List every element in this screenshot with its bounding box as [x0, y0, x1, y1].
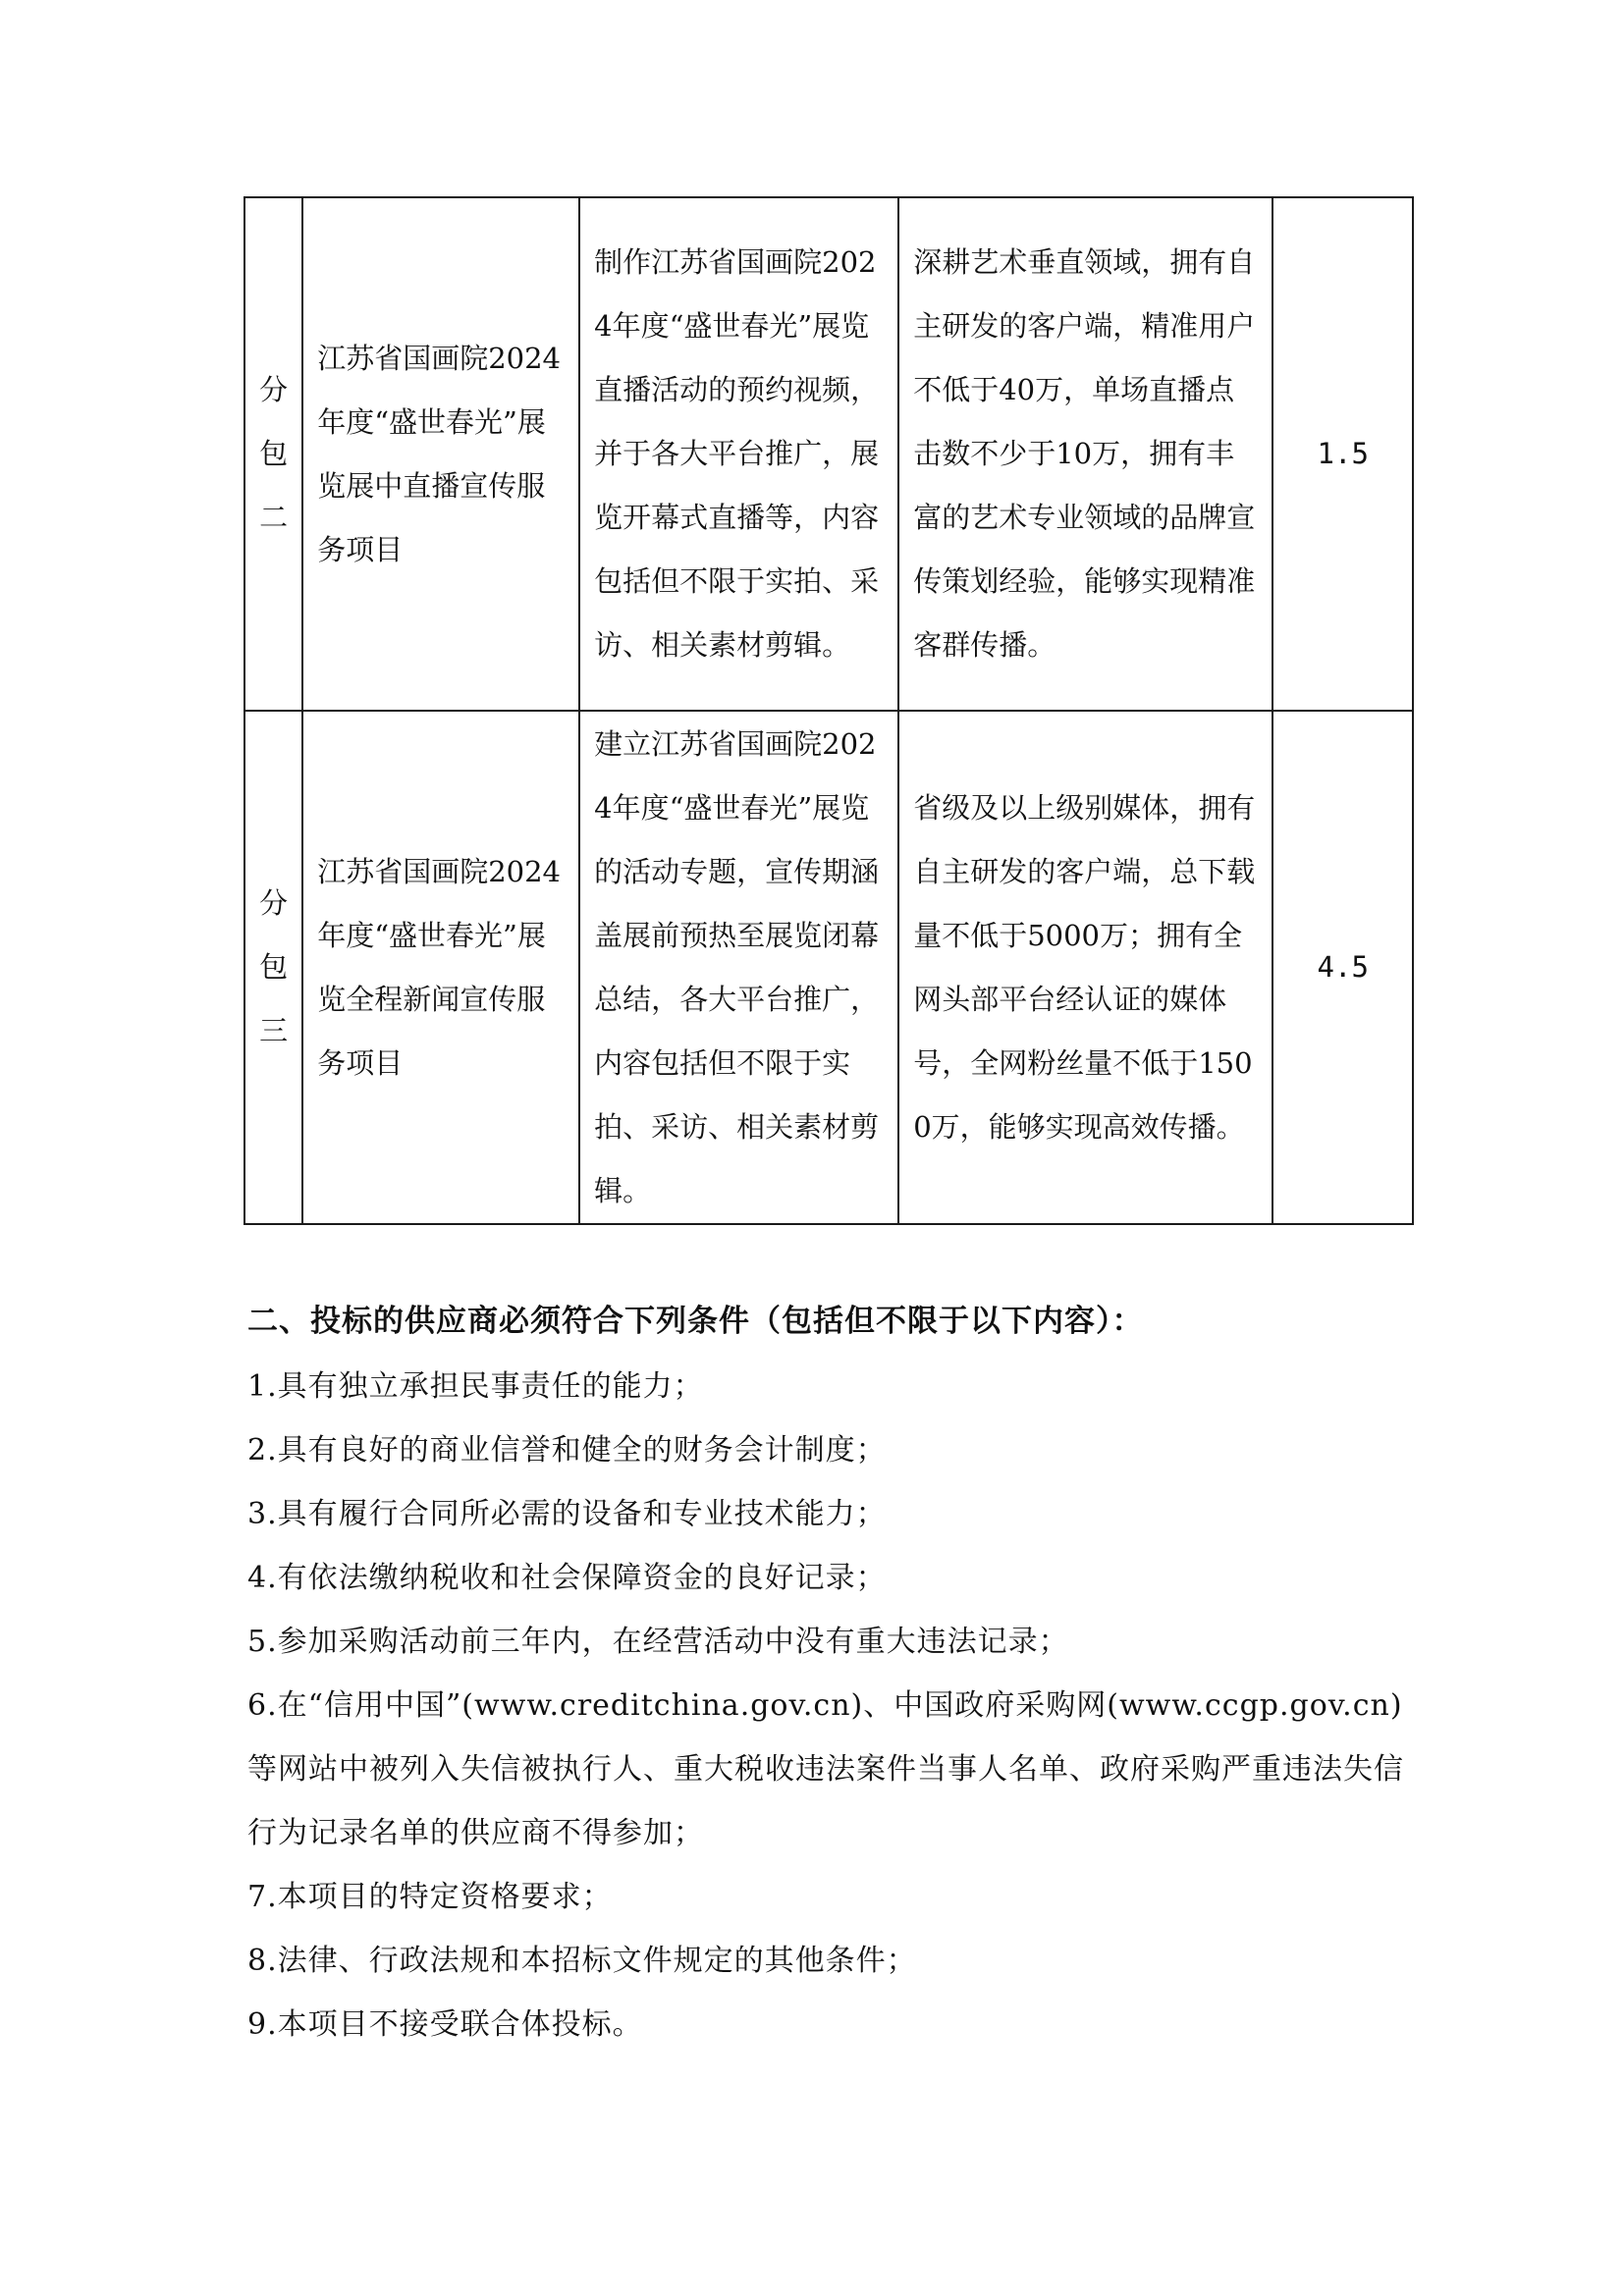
list-item: 4.有依法缴纳税收和社会保障资金的良好记录； — [247, 1561, 887, 1595]
list-item: 6.在“信用中国”(www.creditchina.gov.cn)、中国政府采购网(www.ccgp.gov.cn)等网站中被列入失信被执行人、重大税收违法案件当事人名单、政府采购严重违法失信行为记录名单的供应商不得参加； — [247, 1688, 1404, 1850]
package-label: 分包二 — [259, 373, 289, 534]
list-item: 5.参加采购活动前三年内，在经营活动中没有重大违法记录； — [247, 1625, 1069, 1659]
requirement-cell: 省级及以上级别媒体，拥有自主研发的客户端，总下载量不低于5000万；拥有全网头部平台经认证的媒体号，全网粉丝量不低于1500万，能够实现高效传播。 — [898, 711, 1272, 1224]
package-label-cell — [244, 711, 302, 1224]
project-content-cell: 制作江苏省国画院2024年度“盛世春光”展览直播活动的预约视频，并于各大平台推广，展览开幕式直播等，内容包括但不限于实拍、采访、相关素材剪辑。 — [579, 197, 898, 711]
project-name-cell: 江苏省国画院2024年度“盛世春光”展览展中直播宣传服务项目 — [302, 197, 579, 711]
amount-cell: 4.5 — [1272, 711, 1413, 1224]
amount-cell: 1.5 — [1272, 197, 1413, 711]
package-label: 分包三 — [259, 886, 289, 1047]
section-heading: 二、投标的供应商必须符合下列条件（包括但不限于以下内容）： — [247, 1304, 1144, 1339]
list-item: 1.具有独立承担民事责任的能力； — [247, 1369, 704, 1404]
list-item: 9.本项目不接受联合体投标。 — [247, 2007, 643, 2042]
list-item: 2.具有良好的商业信誉和健全的财务会计制度； — [247, 1433, 887, 1468]
list-item: 3.具有履行合同所必需的设备和专业技术能力； — [247, 1497, 887, 1531]
conditions-list — [247, 1355, 1416, 2056]
package-table — [244, 196, 1414, 1225]
package-label-cell — [244, 197, 302, 711]
project-name-cell: 江苏省国画院2024年度“盛世春光”展览全程新闻宣传服务项目 — [302, 711, 579, 1224]
list-item: 8.法律、行政法规和本招标文件规定的其他条件； — [247, 1944, 917, 1978]
list-item: 7.本项目的特定资格要求； — [247, 1880, 613, 1914]
project-content-cell: 建立江苏省国画院2024年度“盛世春光”展览的活动专题，宣传期涵盖展前预热至展览闭幕总结，各大平台推广，内容包括但不限于实拍、采访、相关素材剪辑。 — [579, 711, 898, 1224]
table-row — [244, 197, 1413, 711]
table-row — [244, 711, 1413, 1224]
requirement-cell: 深耕艺术垂直领域，拥有自主研发的客户端，精准用户不低于40万，单场直播点击数不少于10万，拥有丰富的艺术专业领域的品牌宣传策划经验，能够实现精准客群传播。 — [898, 197, 1272, 711]
